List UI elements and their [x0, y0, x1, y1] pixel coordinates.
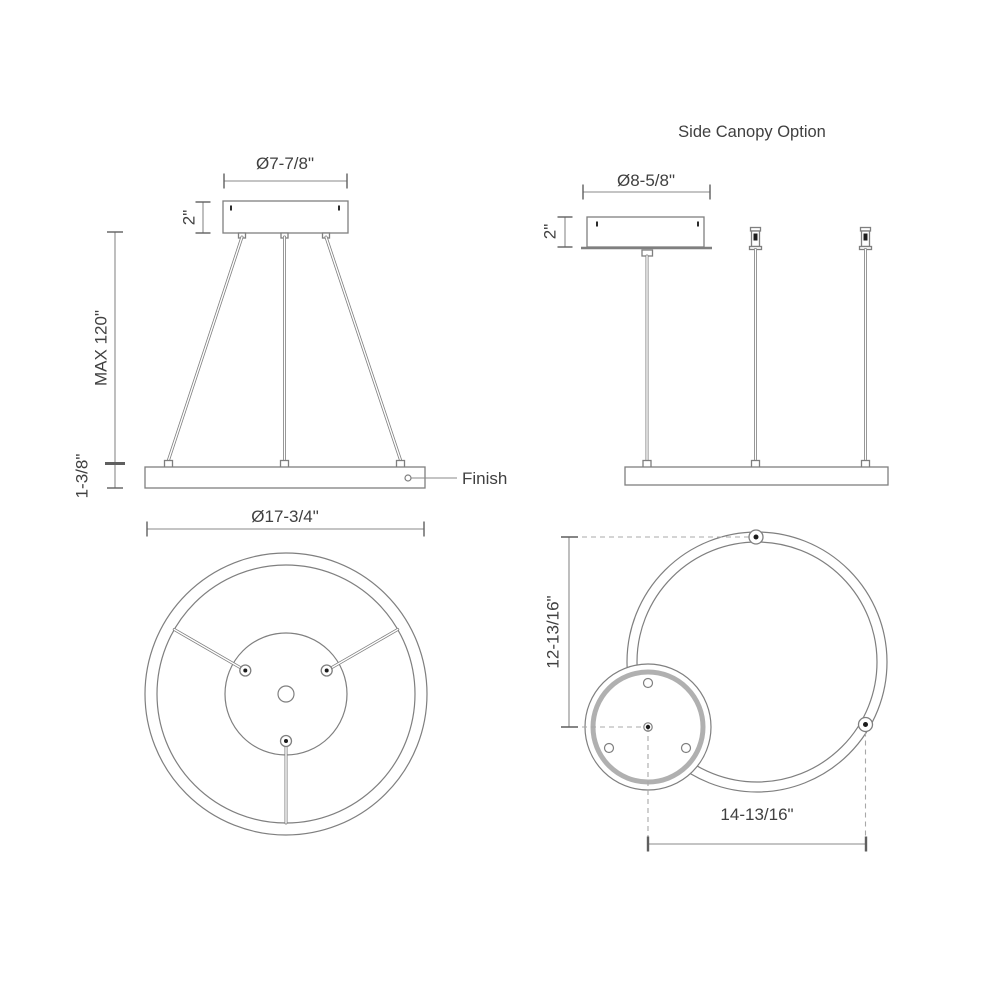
plan-cable-spokes [174, 630, 397, 824]
plan-cable-anchors [240, 665, 332, 747]
front-canopy-diameter-dimension [224, 174, 347, 189]
front-fixture-bar [145, 467, 425, 488]
side-canopy-center-stem [642, 250, 653, 460]
ceiling-bushing [860, 228, 872, 461]
side-canopy-plan-view [544, 530, 888, 852]
vertical-offset-dimension [561, 537, 578, 727]
ring-cable-anchors [749, 530, 873, 732]
front-canopy-diameter-label: Ø7-7/8" [255, 154, 315, 173]
side-canopy-title: Side Canopy Option [678, 123, 826, 141]
side-canopy-diameter-label: Ø8-5/8" [616, 171, 676, 190]
side-canopy-body [587, 217, 704, 247]
horizontal-offset-label: 14-13/16" [720, 805, 794, 824]
front-elevation-view [73, 154, 508, 537]
vertical-offset-label: 12-13/16" [543, 595, 563, 669]
fixture-thickness-label: 1-3/8" [72, 453, 92, 499]
plan-center-hole [278, 686, 294, 702]
side-canopy-elevation-view [541, 123, 889, 485]
side-canopy-height-label: 2" [540, 223, 560, 240]
fixture-plan-view [145, 553, 427, 835]
side-canopy-height-dimension [558, 217, 573, 247]
front-suspension-rods [165, 233, 405, 468]
front-canopy-height-label: 2" [179, 209, 199, 226]
front-canopy [223, 201, 348, 233]
horizontal-offset-dimension [648, 837, 866, 852]
finish-label: Finish [462, 469, 508, 488]
fixture-diameter-label: Ø17-3/4" [251, 507, 319, 526]
ceiling-bushing [750, 228, 762, 461]
max-suspension-label: MAX 120" [91, 310, 111, 386]
side-canopy-fixture-bar [625, 461, 888, 486]
